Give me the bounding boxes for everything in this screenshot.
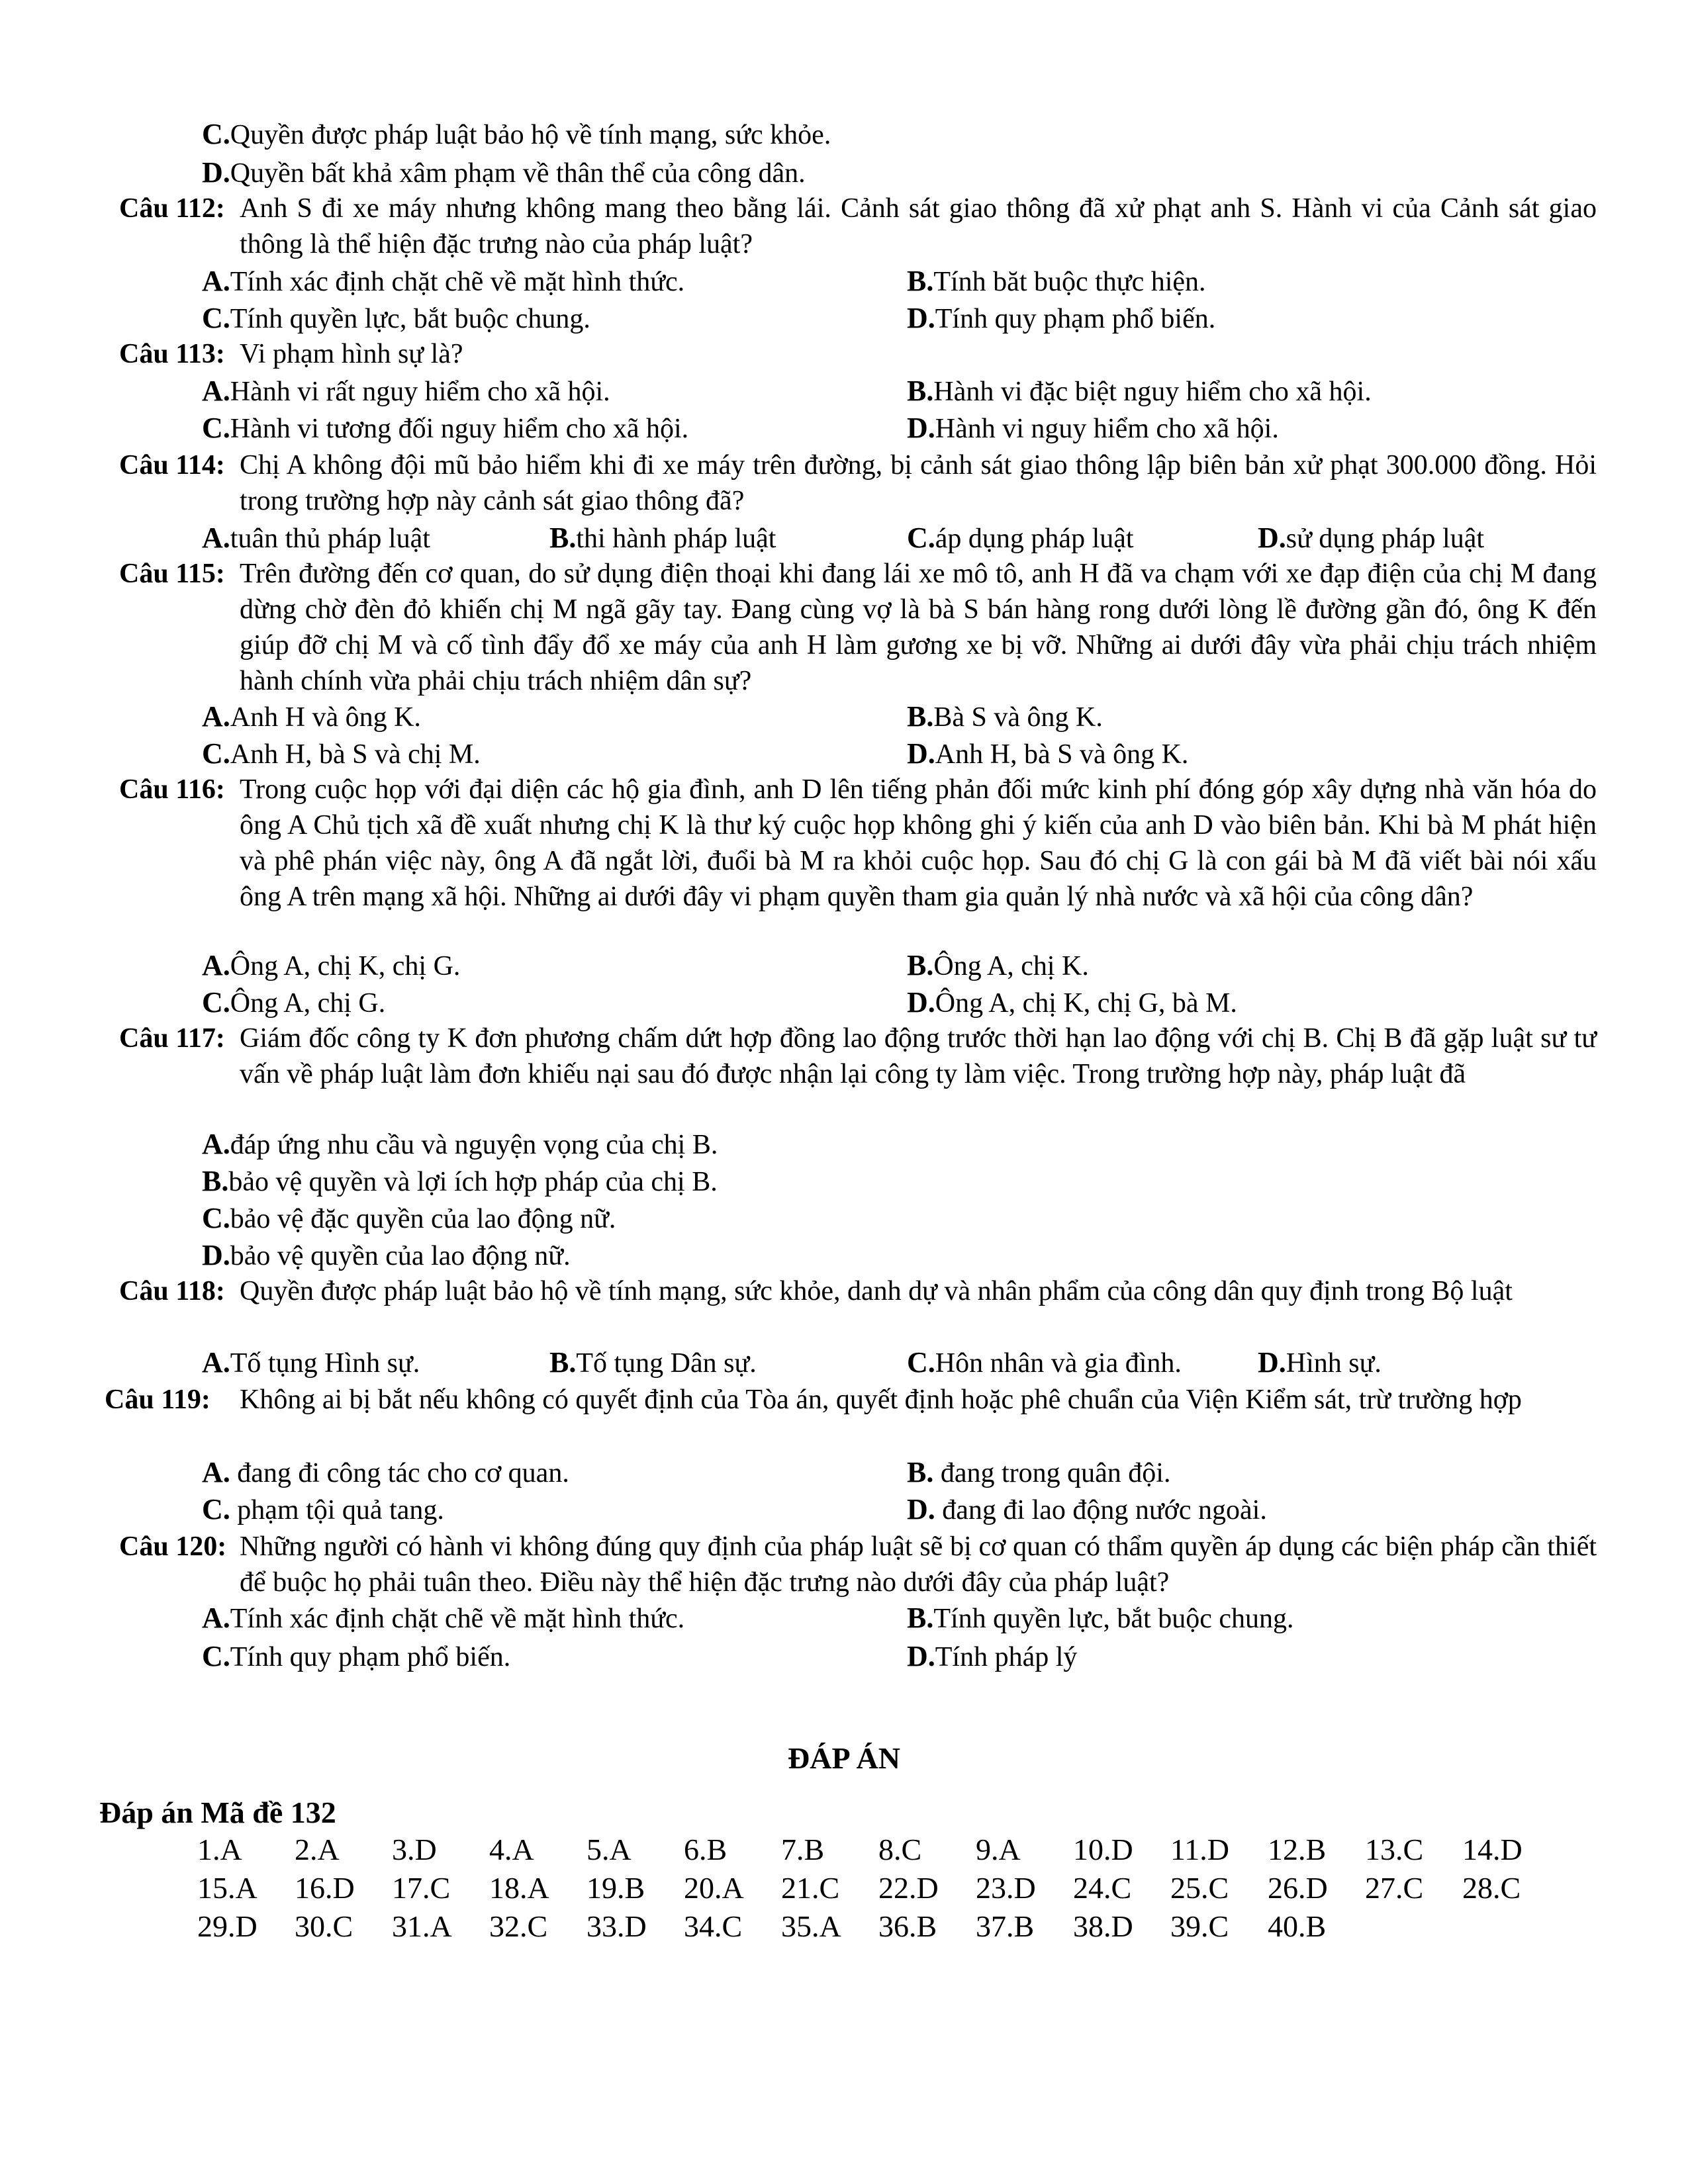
option-label: C. <box>202 412 230 444</box>
answer-item: 16.D <box>295 1871 355 1905</box>
q120-option-b <box>907 1600 1294 1637</box>
answer-key-heading: ĐÁP ÁN <box>788 1741 900 1775</box>
option-label: A. <box>202 1128 230 1160</box>
answer-item: 14.D <box>1462 1833 1523 1866</box>
question-text-115: Trên đường đến cơ quan, do sử dụng điện thoại khi đang lái xe mô tô, anh H đã va chạm với xe đạp điện của chị M đang dừng chờ đèn đỏ khiến chị M ngã gãy tay. Đang cùng vợ là bà S bán hàng rong dưới lòng lề đường gần đó, ông K đến giúp đỡ chị M và cố tình đẩy đổ xe máy của anh H làm gương xe bị vỡ. Những ai dưới đây vừa phải chịu trách nhiệm hành chính vừa phải chịu trách nhiệm dân sự? <box>240 559 1597 696</box>
answer-item: 33.D <box>586 1909 647 1943</box>
option-label: D. <box>907 737 935 770</box>
answer-item: 34.C <box>684 1909 743 1943</box>
answer-item: 19.B <box>586 1871 645 1905</box>
q112-option-d <box>907 300 1215 337</box>
q116-option-b <box>907 948 1089 984</box>
question-number-115: Câu 115: <box>119 559 225 589</box>
answer-item: 40.B <box>1268 1909 1327 1943</box>
question-number-116: Câu 116: <box>119 774 225 805</box>
option-text: đang đi lao động nước ngoài. <box>942 1495 1267 1525</box>
q116-option-a <box>202 948 460 984</box>
question-number-118: Câu 118: <box>119 1276 225 1306</box>
answer-item: 23.D <box>976 1871 1036 1905</box>
option-label: D. <box>1258 522 1286 554</box>
answer-item: 29.D <box>197 1909 258 1943</box>
option-text: Tính quyền lực, bắt buộc chung. <box>230 304 590 334</box>
option-text: Tính pháp lý <box>935 1642 1078 1672</box>
answer-item: 2.A <box>295 1833 340 1866</box>
option-text: bảo vệ quyền của lao động nữ. <box>230 1241 571 1271</box>
answer-item: 20.A <box>684 1871 744 1905</box>
option-label: A. <box>202 949 230 981</box>
question-text-116: Trong cuộc họp với đại diện các hộ gia đình, anh D lên tiếng phản đối mức kinh phí đóng góp xây dựng nhà văn hóa do ông A Chủ tịch xã đề xuất nhưng chị K là thư ký cuộc họp không ghi ý kiến của anh D vào biên bản. Khi bà M phát hiện và phê phán việc này, ông A đã ngắt lời, đuổi bà M ra khỏi cuộc họp. Sau đó chị G là con gái bà M đã viết bài nói xấu ông A trên mạng xã hội. Những ai dưới đây vi phạm quyền tham gia quản lý nhà nước và xã hội của công dân? <box>240 774 1597 912</box>
answer-item: 11.D <box>1170 1833 1230 1866</box>
q117-option-c <box>202 1201 616 1237</box>
option-label: B. <box>907 375 934 407</box>
option-text: Quyền bất khả xâm phạm về thân thể của công dân. <box>230 158 806 189</box>
q117-option-d <box>202 1238 571 1274</box>
question-text-118: Quyền được pháp luật bảo hộ về tính mạng, sức khỏe, danh dự và nhân phẩm của công dân quy định trong Bộ luật <box>240 1276 1513 1306</box>
answer-item: 24.C <box>1073 1871 1132 1905</box>
option-text: Ông A, chị K, chị G. <box>230 951 461 981</box>
answer-item: 1.A <box>197 1833 242 1866</box>
carryover-option-c <box>202 116 831 153</box>
answer-item: 4.A <box>489 1833 534 1866</box>
question-number-114: Câu 114: <box>119 450 225 480</box>
answer-item: 9.A <box>976 1833 1021 1866</box>
option-label: C. <box>202 986 230 1019</box>
answer-key-subheading: Đáp án Mã đề 132 <box>99 1796 336 1829</box>
answer-item: 6.B <box>684 1833 727 1866</box>
q115-option-c <box>202 736 481 772</box>
q118-option-c <box>907 1345 1182 1381</box>
answer-item: 13.C <box>1365 1833 1424 1866</box>
option-text: Hành vi đặc biệt nguy hiểm cho xã hội. <box>933 377 1372 407</box>
q119-option-b <box>907 1455 1170 1491</box>
answer-item: 31.A <box>392 1909 452 1943</box>
question-text-119: Không ai bị bắt nếu không có quyết định của Tòa án, quyết định hoặc phê chuẩn của Viện Kiểm sát, trừ trường hợp <box>240 1385 1522 1415</box>
q117-option-b <box>202 1163 718 1200</box>
option-label: A. <box>202 265 230 297</box>
answer-item: 25.C <box>1170 1871 1229 1905</box>
answer-item: 32.C <box>489 1909 548 1943</box>
q116-option-d <box>907 985 1237 1021</box>
option-label: B. <box>202 1165 229 1197</box>
option-text: Tính quyền lực, bắt buộc chung. <box>933 1604 1294 1634</box>
q119-option-d <box>907 1492 1267 1528</box>
q118-option-a <box>202 1345 420 1381</box>
answer-item: 12.B <box>1268 1833 1327 1866</box>
q119-option-c <box>202 1492 444 1528</box>
answer-item: 3.D <box>392 1833 437 1866</box>
option-text: Anh H và ông K. <box>230 702 421 733</box>
option-text: Tố tụng Dân sự. <box>576 1348 757 1379</box>
option-text: Ông A, chị G. <box>230 988 386 1019</box>
option-label: B. <box>907 1602 934 1634</box>
option-text: Hành vi nguy hiểm cho xã hội. <box>935 414 1279 444</box>
option-text: đang trong quân đội. <box>940 1458 1171 1488</box>
option-label: D. <box>907 302 935 334</box>
q113-option-d <box>907 410 1279 447</box>
question-text-114: Chị A không đội mũ bảo hiểm khi đi xe máy trên đường, bị cảnh sát giao thông lập biên bản xử phạt 300.000 đồng. Hỏi trong trường hợp này cảnh sát giao thông đã? <box>240 450 1597 516</box>
option-text: Ông A, chị K, chị G, bà M. <box>935 988 1237 1019</box>
question-text-117: Giám đốc công ty K đơn phương chấm dứt hợp đồng lao động trước thời hạn lao động với chị B. Chị B đã gặp luật sư tư vấn về pháp luật làm đơn khiếu nại sau đó được nhận lại công ty làm việc. Trong trường hợp này, pháp luật đã <box>240 1023 1597 1089</box>
q113-option-a <box>202 373 610 410</box>
answer-item: 8.C <box>878 1833 922 1866</box>
answer-item: 21.C <box>781 1871 840 1905</box>
option-text: Hình sự. <box>1286 1348 1382 1379</box>
option-text: Hành vi rất nguy hiểm cho xã hội. <box>230 377 610 407</box>
option-text: Hôn nhân và gia đình. <box>935 1348 1182 1379</box>
q115-option-a <box>202 699 421 735</box>
q112-option-a <box>202 263 684 300</box>
q120-option-d <box>907 1639 1077 1675</box>
option-label: B. <box>549 1346 577 1379</box>
q116-option-c <box>202 985 385 1021</box>
answer-item: 39.C <box>1170 1909 1229 1943</box>
question-text-113: Vi phạm hình sự là? <box>240 339 463 369</box>
option-label: C. <box>202 118 230 150</box>
q114-option-a <box>202 520 430 557</box>
answer-item: 18.A <box>489 1871 549 1905</box>
option-label: A. <box>202 1346 230 1379</box>
question-text-120: Những người có hành vi không đúng quy định của pháp luật sẽ bị cơ quan có thẩm quyền áp dụng các biện pháp cần thiết để buộc họ phải tuân theo. Điều này thể hiện đặc trưng nào dưới đây của pháp luật? <box>240 1531 1597 1598</box>
answer-item: 17.C <box>392 1871 451 1905</box>
option-label: C. <box>202 1640 230 1672</box>
option-label: B. <box>907 1456 934 1488</box>
option-text: Quyền được pháp luật bảo hộ về tính mạng, sức khỏe. <box>230 120 831 150</box>
q114-option-b <box>549 520 776 557</box>
option-text: áp dụng pháp luật <box>935 523 1134 554</box>
q113-option-c <box>202 410 688 447</box>
option-text: Anh H, bà S và ông K. <box>935 739 1189 770</box>
answer-item: 5.A <box>586 1833 632 1866</box>
question-number-112: Câu 112: <box>119 193 225 224</box>
q118-option-d <box>1258 1345 1382 1381</box>
option-text: Tố tụng Hình sự. <box>230 1348 420 1379</box>
option-label: C. <box>907 522 935 554</box>
question-number-120: Câu 120: <box>119 1531 227 1562</box>
question-number-117: Câu 117: <box>119 1023 225 1054</box>
answer-item: 37.B <box>976 1909 1035 1943</box>
option-text: bảo vệ đặc quyền của lao động nữ. <box>230 1204 616 1234</box>
option-text: đáp ứng nhu cầu và nguyện vọng của chị B. <box>230 1130 718 1160</box>
option-text: Tính xác định chặt chẽ về mặt hình thức. <box>230 1604 685 1634</box>
q114-option-d <box>1258 520 1484 557</box>
q112-option-c <box>202 300 590 337</box>
option-label: D. <box>907 412 935 444</box>
q112-option-b <box>907 263 1206 300</box>
option-text: Hành vi tương đối nguy hiểm cho xã hội. <box>230 414 689 444</box>
q117-option-a <box>202 1126 718 1163</box>
option-text: đang đi công tác cho cơ quan. <box>237 1458 569 1488</box>
option-label: A. <box>202 375 230 407</box>
option-label: C. <box>202 1493 230 1525</box>
option-text: tuân thủ pháp luật <box>230 523 430 554</box>
option-text: bảo vệ quyền và lợi ích hợp pháp của chị B. <box>228 1167 718 1197</box>
option-text: Anh H, bà S và chị M. <box>230 739 481 770</box>
carryover-option-d <box>202 155 806 191</box>
answer-item: 35.A <box>781 1909 841 1943</box>
q120-option-a <box>202 1600 684 1637</box>
answer-item: 22.D <box>878 1871 939 1905</box>
option-text: thi hành pháp luật <box>576 523 776 554</box>
option-label: B. <box>907 700 934 733</box>
option-label: A. <box>202 700 230 733</box>
option-label: D. <box>202 156 230 189</box>
answer-item: 28.C <box>1462 1871 1521 1905</box>
q115-option-d <box>907 736 1188 772</box>
option-text: Ông A, chị K. <box>933 951 1089 981</box>
option-label: A. <box>202 1456 230 1488</box>
answer-item: 10.D <box>1073 1833 1133 1866</box>
option-label: B. <box>549 522 577 554</box>
option-label: A. <box>202 1602 230 1634</box>
option-text: Tính quy phạm phổ biến. <box>935 304 1216 334</box>
option-text: Bà S và ông K. <box>933 702 1103 733</box>
answer-item: 26.D <box>1268 1871 1328 1905</box>
question-text-112: Anh S đi xe máy nhưng không mang theo bằng lái. Cảnh sát giao thông đã xử phạt anh S. Hành vi của Cảnh sát giao thông là thể hiện đặc trưng nào của pháp luật? <box>240 193 1597 259</box>
answer-item: 15.A <box>197 1871 258 1905</box>
option-label: B. <box>907 949 934 981</box>
option-label: C. <box>202 1202 230 1234</box>
question-number-119: Câu 119: <box>105 1385 211 1415</box>
option-text: phạm tội quả tang. <box>237 1495 444 1525</box>
option-text: Tính xác định chặt chẽ về mặt hình thức. <box>230 267 685 297</box>
question-number-113: Câu 113: <box>119 339 225 369</box>
q120-option-c <box>202 1639 510 1675</box>
option-label: D. <box>907 986 935 1019</box>
answer-item: 36.B <box>878 1909 937 1943</box>
q115-option-b <box>907 699 1103 735</box>
option-label: C. <box>202 302 230 334</box>
q114-option-c <box>907 520 1134 557</box>
option-label: C. <box>202 737 230 770</box>
q118-option-b <box>549 1345 757 1381</box>
q113-option-b <box>907 373 1372 410</box>
option-label: C. <box>907 1346 935 1379</box>
answer-item: 38.D <box>1073 1909 1133 1943</box>
option-label: D. <box>907 1493 935 1525</box>
option-text: sử dụng pháp luật <box>1286 523 1485 554</box>
option-label: A. <box>202 522 230 554</box>
option-label: D. <box>202 1239 230 1271</box>
option-text: Tính quy phạm phổ biến. <box>230 1642 511 1672</box>
option-label: D. <box>907 1640 935 1672</box>
q119-option-a <box>202 1455 569 1491</box>
option-text: Tính băt buộc thực hiện. <box>933 267 1206 297</box>
answer-item: 27.C <box>1365 1871 1424 1905</box>
option-label: B. <box>907 265 934 297</box>
option-label: D. <box>1258 1346 1286 1379</box>
answer-item: 30.C <box>295 1909 353 1943</box>
answer-item: 7.B <box>781 1833 825 1866</box>
